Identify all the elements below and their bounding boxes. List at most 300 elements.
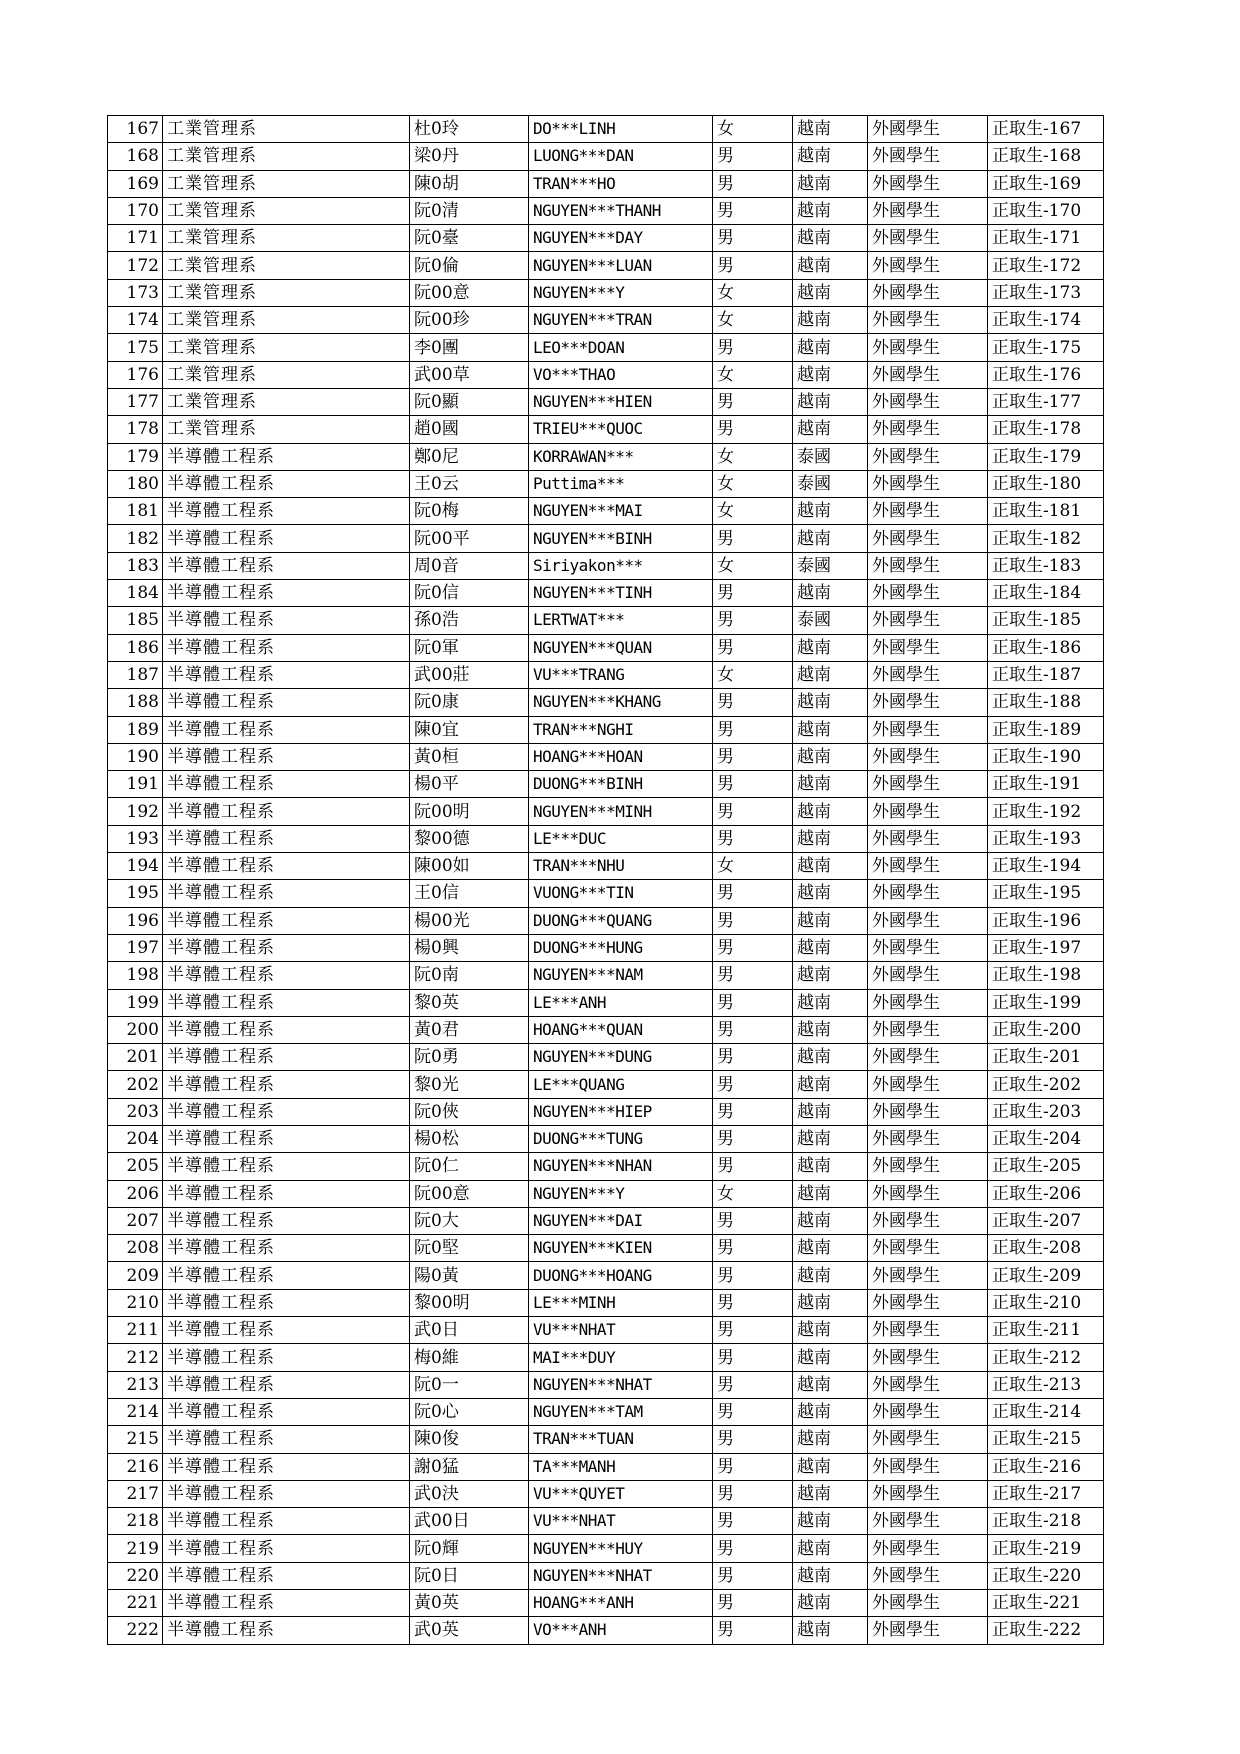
table-row — [108, 989, 1104, 1016]
nationality-cell: 越南 — [793, 1317, 868, 1344]
romanized-name-cell: NGUYEN***DUNG — [529, 1044, 713, 1071]
table-row — [108, 1453, 1104, 1480]
student-type-cell: 外國學生 — [868, 743, 988, 770]
student-type-cell: 外國學生 — [868, 1207, 988, 1234]
student-type-cell: 外國學生 — [868, 1371, 988, 1398]
romanized-name-cell: NGUYEN***NHAT — [529, 1371, 713, 1398]
student-type-cell: 外國學生 — [868, 197, 988, 224]
table-row — [108, 1617, 1104, 1644]
student-type-cell: 外國學生 — [868, 798, 988, 825]
gender-cell: 男 — [713, 1016, 793, 1043]
romanized-name-cell: DUONG***BINH — [529, 771, 713, 798]
romanized-name-cell: LERTWAT*** — [529, 607, 713, 634]
nationality-cell: 越南 — [793, 252, 868, 279]
chinese-name-cell: 阮0軍 — [410, 634, 529, 661]
table-row — [108, 743, 1104, 770]
gender-cell: 男 — [713, 1508, 793, 1535]
table-row — [108, 907, 1104, 934]
row-number-cell: 213 — [108, 1371, 163, 1398]
admission-table-body — [108, 116, 1104, 1645]
admission-status-cell: 正取生-184 — [988, 580, 1104, 607]
table-row — [108, 825, 1104, 852]
nationality-cell: 越南 — [793, 525, 868, 552]
romanized-name-cell: NGUYEN***KHANG — [529, 689, 713, 716]
department-cell: 半導體工程系 — [163, 1235, 410, 1262]
gender-cell: 男 — [713, 1590, 793, 1617]
department-cell: 半導體工程系 — [163, 934, 410, 961]
student-type-cell: 外國學生 — [868, 1289, 988, 1316]
romanized-name-cell: TRIEU***QUOC — [529, 416, 713, 443]
student-type-cell: 外國學生 — [868, 1317, 988, 1344]
nationality-cell: 越南 — [793, 1371, 868, 1398]
chinese-name-cell: 阮0康 — [410, 689, 529, 716]
chinese-name-cell: 王0云 — [410, 470, 529, 497]
nationality-cell: 越南 — [793, 853, 868, 880]
chinese-name-cell: 王0信 — [410, 880, 529, 907]
admission-status-cell: 正取生-194 — [988, 853, 1104, 880]
chinese-name-cell: 阮0勇 — [410, 1044, 529, 1071]
table-row — [108, 470, 1104, 497]
chinese-name-cell: 楊0松 — [410, 1125, 529, 1152]
row-number-cell: 186 — [108, 634, 163, 661]
table-row — [108, 1016, 1104, 1043]
row-number-cell: 215 — [108, 1426, 163, 1453]
gender-cell: 男 — [713, 771, 793, 798]
student-type-cell: 外國學生 — [868, 143, 988, 170]
table-row — [108, 1262, 1104, 1289]
table-row — [108, 934, 1104, 961]
romanized-name-cell: NGUYEN***BINH — [529, 525, 713, 552]
table-row — [108, 1071, 1104, 1098]
nationality-cell: 越南 — [793, 661, 868, 688]
table-row — [108, 1180, 1104, 1207]
department-cell: 工業管理系 — [163, 279, 410, 306]
row-number-cell: 170 — [108, 197, 163, 224]
chinese-name-cell: 楊00光 — [410, 907, 529, 934]
department-cell: 半導體工程系 — [163, 1535, 410, 1562]
student-type-cell: 外國學生 — [868, 771, 988, 798]
table-row — [108, 962, 1104, 989]
admission-status-cell: 正取生-175 — [988, 334, 1104, 361]
chinese-name-cell: 孫0浩 — [410, 607, 529, 634]
admission-status-cell: 正取生-218 — [988, 1508, 1104, 1535]
gender-cell: 男 — [713, 1125, 793, 1152]
row-number-cell: 192 — [108, 798, 163, 825]
student-type-cell: 外國學生 — [868, 825, 988, 852]
department-cell: 半導體工程系 — [163, 716, 410, 743]
student-type-cell: 外國學生 — [868, 416, 988, 443]
student-type-cell: 外國學生 — [868, 1098, 988, 1125]
nationality-cell: 越南 — [793, 116, 868, 143]
table-row — [108, 580, 1104, 607]
admission-status-cell: 正取生-200 — [988, 1016, 1104, 1043]
admission-status-cell: 正取生-209 — [988, 1262, 1104, 1289]
gender-cell: 男 — [713, 907, 793, 934]
gender-cell: 男 — [713, 1535, 793, 1562]
student-type-cell: 外國學生 — [868, 880, 988, 907]
gender-cell: 男 — [713, 825, 793, 852]
chinese-name-cell: 阮0俠 — [410, 1098, 529, 1125]
table-row — [108, 252, 1104, 279]
admission-status-cell: 正取生-176 — [988, 361, 1104, 388]
student-type-cell: 外國學生 — [868, 170, 988, 197]
gender-cell: 男 — [713, 634, 793, 661]
gender-cell: 男 — [713, 689, 793, 716]
admission-status-cell: 正取生-174 — [988, 307, 1104, 334]
student-type-cell: 外國學生 — [868, 470, 988, 497]
department-cell: 半導體工程系 — [163, 1098, 410, 1125]
romanized-name-cell: NGUYEN***NHAN — [529, 1153, 713, 1180]
student-type-cell: 外國學生 — [868, 989, 988, 1016]
table-row — [108, 1207, 1104, 1234]
nationality-cell: 越南 — [793, 197, 868, 224]
student-type-cell: 外國學生 — [868, 689, 988, 716]
row-number-cell: 210 — [108, 1289, 163, 1316]
nationality-cell: 越南 — [793, 1153, 868, 1180]
admission-status-cell: 正取生-220 — [988, 1562, 1104, 1589]
chinese-name-cell: 阮00珍 — [410, 307, 529, 334]
table-row — [108, 771, 1104, 798]
table-row — [108, 1398, 1104, 1425]
nationality-cell: 越南 — [793, 907, 868, 934]
gender-cell: 男 — [713, 1562, 793, 1589]
romanized-name-cell: NGUYEN***HIEN — [529, 388, 713, 415]
admission-status-cell: 正取生-192 — [988, 798, 1104, 825]
student-type-cell: 外國學生 — [868, 1125, 988, 1152]
row-number-cell: 168 — [108, 143, 163, 170]
nationality-cell: 越南 — [793, 388, 868, 415]
nationality-cell: 越南 — [793, 225, 868, 252]
row-number-cell: 206 — [108, 1180, 163, 1207]
chinese-name-cell: 鄭0尼 — [410, 443, 529, 470]
chinese-name-cell: 黎0英 — [410, 989, 529, 1016]
chinese-name-cell: 阮0心 — [410, 1398, 529, 1425]
nationality-cell: 越南 — [793, 716, 868, 743]
gender-cell: 女 — [713, 853, 793, 880]
row-number-cell: 203 — [108, 1098, 163, 1125]
table-row — [108, 334, 1104, 361]
row-number-cell: 169 — [108, 170, 163, 197]
gender-cell: 男 — [713, 962, 793, 989]
row-number-cell: 184 — [108, 580, 163, 607]
row-number-cell: 201 — [108, 1044, 163, 1071]
nationality-cell: 越南 — [793, 989, 868, 1016]
student-type-cell: 外國學生 — [868, 1398, 988, 1425]
admission-status-cell: 正取生-183 — [988, 552, 1104, 579]
admission-status-cell: 正取生-196 — [988, 907, 1104, 934]
table-row — [108, 661, 1104, 688]
department-cell: 半導體工程系 — [163, 634, 410, 661]
table-row — [108, 525, 1104, 552]
nationality-cell: 泰國 — [793, 552, 868, 579]
admission-status-cell: 正取生-188 — [988, 689, 1104, 716]
row-number-cell: 222 — [108, 1617, 163, 1644]
nationality-cell: 越南 — [793, 416, 868, 443]
table-row — [108, 798, 1104, 825]
chinese-name-cell: 陽0黃 — [410, 1262, 529, 1289]
chinese-name-cell: 趙0國 — [410, 416, 529, 443]
nationality-cell: 越南 — [793, 1016, 868, 1043]
nationality-cell: 越南 — [793, 143, 868, 170]
department-cell: 半導體工程系 — [163, 1125, 410, 1152]
student-type-cell: 外國學生 — [868, 962, 988, 989]
romanized-name-cell: NGUYEN***LUAN — [529, 252, 713, 279]
student-type-cell: 外國學生 — [868, 307, 988, 334]
romanized-name-cell: NGUYEN***Y — [529, 279, 713, 306]
gender-cell: 男 — [713, 743, 793, 770]
admission-table — [107, 115, 1104, 1645]
romanized-name-cell: LEO***DOAN — [529, 334, 713, 361]
department-cell: 半導體工程系 — [163, 1044, 410, 1071]
table-row — [108, 1235, 1104, 1262]
romanized-name-cell: MAI***DUY — [529, 1344, 713, 1371]
chinese-name-cell: 武00莊 — [410, 661, 529, 688]
table-row — [108, 307, 1104, 334]
chinese-name-cell: 黃0英 — [410, 1590, 529, 1617]
student-type-cell: 外國學生 — [868, 116, 988, 143]
row-number-cell: 214 — [108, 1398, 163, 1425]
chinese-name-cell: 阮0日 — [410, 1562, 529, 1589]
nationality-cell: 越南 — [793, 1262, 868, 1289]
row-number-cell: 180 — [108, 470, 163, 497]
admission-status-cell: 正取生-170 — [988, 197, 1104, 224]
gender-cell: 男 — [713, 1207, 793, 1234]
admission-status-cell: 正取生-178 — [988, 416, 1104, 443]
admission-status-cell: 正取生-187 — [988, 661, 1104, 688]
admission-status-cell: 正取生-191 — [988, 771, 1104, 798]
department-cell: 半導體工程系 — [163, 470, 410, 497]
romanized-name-cell: VUONG***TIN — [529, 880, 713, 907]
gender-cell: 女 — [713, 361, 793, 388]
admission-status-cell: 正取生-214 — [988, 1398, 1104, 1425]
nationality-cell: 越南 — [793, 1453, 868, 1480]
nationality-cell: 越南 — [793, 1235, 868, 1262]
chinese-name-cell: 陳0俊 — [410, 1426, 529, 1453]
romanized-name-cell: VU***NHAT — [529, 1317, 713, 1344]
row-number-cell: 177 — [108, 388, 163, 415]
table-row — [108, 1125, 1104, 1152]
admission-status-cell: 正取生-169 — [988, 170, 1104, 197]
department-cell: 半導體工程系 — [163, 1016, 410, 1043]
gender-cell: 男 — [713, 934, 793, 961]
table-row — [108, 716, 1104, 743]
romanized-name-cell: NGUYEN***NAM — [529, 962, 713, 989]
student-type-cell: 外國學生 — [868, 552, 988, 579]
chinese-name-cell: 阮0清 — [410, 197, 529, 224]
table-row — [108, 1317, 1104, 1344]
student-type-cell: 外國學生 — [868, 853, 988, 880]
nationality-cell: 泰國 — [793, 470, 868, 497]
admission-status-cell: 正取生-215 — [988, 1426, 1104, 1453]
row-number-cell: 190 — [108, 743, 163, 770]
chinese-name-cell: 黎0光 — [410, 1071, 529, 1098]
chinese-name-cell: 阮0南 — [410, 962, 529, 989]
table-row — [108, 1480, 1104, 1507]
admission-status-cell: 正取生-203 — [988, 1098, 1104, 1125]
admission-status-cell: 正取生-181 — [988, 498, 1104, 525]
row-number-cell: 175 — [108, 334, 163, 361]
gender-cell: 男 — [713, 170, 793, 197]
nationality-cell: 越南 — [793, 334, 868, 361]
romanized-name-cell: Puttima*** — [529, 470, 713, 497]
row-number-cell: 198 — [108, 962, 163, 989]
romanized-name-cell: NGUYEN***MAI — [529, 498, 713, 525]
department-cell: 半導體工程系 — [163, 1207, 410, 1234]
table-row — [108, 1590, 1104, 1617]
department-cell: 半導體工程系 — [163, 1480, 410, 1507]
admission-status-cell: 正取生-213 — [988, 1371, 1104, 1398]
admission-table-container — [107, 115, 1104, 1645]
department-cell: 工業管理系 — [163, 388, 410, 415]
department-cell: 半導體工程系 — [163, 689, 410, 716]
admission-status-cell: 正取生-168 — [988, 143, 1104, 170]
table-row — [108, 279, 1104, 306]
chinese-name-cell: 杜0玲 — [410, 116, 529, 143]
romanized-name-cell: NGUYEN***TAM — [529, 1398, 713, 1425]
department-cell: 半導體工程系 — [163, 1562, 410, 1589]
romanized-name-cell: HOANG***QUAN — [529, 1016, 713, 1043]
chinese-name-cell: 陳00如 — [410, 853, 529, 880]
chinese-name-cell: 謝0猛 — [410, 1453, 529, 1480]
admission-status-cell: 正取生-206 — [988, 1180, 1104, 1207]
chinese-name-cell: 楊0平 — [410, 771, 529, 798]
chinese-name-cell: 李0團 — [410, 334, 529, 361]
gender-cell: 女 — [713, 307, 793, 334]
department-cell: 半導體工程系 — [163, 798, 410, 825]
student-type-cell: 外國學生 — [868, 580, 988, 607]
department-cell: 半導體工程系 — [163, 1426, 410, 1453]
department-cell: 工業管理系 — [163, 170, 410, 197]
gender-cell: 女 — [713, 279, 793, 306]
nationality-cell: 越南 — [793, 1098, 868, 1125]
gender-cell: 男 — [713, 225, 793, 252]
nationality-cell: 越南 — [793, 1071, 868, 1098]
chinese-name-cell: 梁0丹 — [410, 143, 529, 170]
gender-cell: 男 — [713, 525, 793, 552]
row-number-cell: 183 — [108, 552, 163, 579]
department-cell: 工業管理系 — [163, 252, 410, 279]
table-row — [108, 116, 1104, 143]
row-number-cell: 208 — [108, 1235, 163, 1262]
romanized-name-cell: NGUYEN***DAY — [529, 225, 713, 252]
gender-cell: 男 — [713, 1098, 793, 1125]
student-type-cell: 外國學生 — [868, 1453, 988, 1480]
department-cell: 半導體工程系 — [163, 498, 410, 525]
department-cell: 工業管理系 — [163, 225, 410, 252]
nationality-cell: 越南 — [793, 1289, 868, 1316]
romanized-name-cell: LE***ANH — [529, 989, 713, 1016]
chinese-name-cell: 阮0梅 — [410, 498, 529, 525]
chinese-name-cell: 武0日 — [410, 1317, 529, 1344]
romanized-name-cell: TRAN***NGHI — [529, 716, 713, 743]
row-number-cell: 194 — [108, 853, 163, 880]
student-type-cell: 外國學生 — [868, 907, 988, 934]
table-row — [108, 607, 1104, 634]
admission-status-cell: 正取生-179 — [988, 443, 1104, 470]
admission-status-cell: 正取生-199 — [988, 989, 1104, 1016]
row-number-cell: 221 — [108, 1590, 163, 1617]
romanized-name-cell: VU***TRANG — [529, 661, 713, 688]
department-cell: 半導體工程系 — [163, 989, 410, 1016]
department-cell: 工業管理系 — [163, 334, 410, 361]
table-row — [108, 225, 1104, 252]
admission-status-cell: 正取生-189 — [988, 716, 1104, 743]
department-cell: 半導體工程系 — [163, 1453, 410, 1480]
nationality-cell: 越南 — [793, 1535, 868, 1562]
nationality-cell: 越南 — [793, 634, 868, 661]
gender-cell: 女 — [713, 116, 793, 143]
nationality-cell: 越南 — [793, 689, 868, 716]
romanized-name-cell: DUONG***HOANG — [529, 1262, 713, 1289]
romanized-name-cell: LE***QUANG — [529, 1071, 713, 1098]
romanized-name-cell: VO***THAO — [529, 361, 713, 388]
admission-status-cell: 正取生-198 — [988, 962, 1104, 989]
row-number-cell: 204 — [108, 1125, 163, 1152]
department-cell: 半導體工程系 — [163, 607, 410, 634]
admission-status-cell: 正取生-210 — [988, 1289, 1104, 1316]
department-cell: 半導體工程系 — [163, 661, 410, 688]
student-type-cell: 外國學生 — [868, 498, 988, 525]
table-row — [108, 143, 1104, 170]
row-number-cell: 211 — [108, 1317, 163, 1344]
chinese-name-cell: 阮0倫 — [410, 252, 529, 279]
row-number-cell: 174 — [108, 307, 163, 334]
gender-cell: 男 — [713, 880, 793, 907]
department-cell: 工業管理系 — [163, 116, 410, 143]
row-number-cell: 197 — [108, 934, 163, 961]
student-type-cell: 外國學生 — [868, 1180, 988, 1207]
table-row — [108, 1098, 1104, 1125]
table-row — [108, 552, 1104, 579]
chinese-name-cell: 阮00意 — [410, 279, 529, 306]
nationality-cell: 越南 — [793, 1207, 868, 1234]
nationality-cell: 越南 — [793, 170, 868, 197]
nationality-cell: 越南 — [793, 361, 868, 388]
nationality-cell: 泰國 — [793, 607, 868, 634]
gender-cell: 男 — [713, 252, 793, 279]
admission-status-cell: 正取生-182 — [988, 525, 1104, 552]
admission-status-cell: 正取生-173 — [988, 279, 1104, 306]
row-number-cell: 200 — [108, 1016, 163, 1043]
department-cell: 半導體工程系 — [163, 1153, 410, 1180]
student-type-cell: 外國學生 — [868, 1426, 988, 1453]
gender-cell: 男 — [713, 1262, 793, 1289]
chinese-name-cell: 阮0臺 — [410, 225, 529, 252]
table-row — [108, 1562, 1104, 1589]
table-row — [108, 689, 1104, 716]
nationality-cell: 越南 — [793, 279, 868, 306]
student-type-cell: 外國學生 — [868, 607, 988, 634]
department-cell: 工業管理系 — [163, 143, 410, 170]
table-row — [108, 853, 1104, 880]
table-row — [108, 1371, 1104, 1398]
table-row — [108, 498, 1104, 525]
romanized-name-cell: HOANG***ANH — [529, 1590, 713, 1617]
nationality-cell: 越南 — [793, 798, 868, 825]
chinese-name-cell: 阮0大 — [410, 1207, 529, 1234]
romanized-name-cell: LUONG***DAN — [529, 143, 713, 170]
admission-status-cell: 正取生-221 — [988, 1590, 1104, 1617]
nationality-cell: 越南 — [793, 1590, 868, 1617]
romanized-name-cell: NGUYEN***NHAT — [529, 1562, 713, 1589]
admission-status-cell: 正取生-190 — [988, 743, 1104, 770]
romanized-name-cell: Siriyakon*** — [529, 552, 713, 579]
admission-status-cell: 正取生-222 — [988, 1617, 1104, 1644]
nationality-cell: 越南 — [793, 1617, 868, 1644]
student-type-cell: 外國學生 — [868, 1153, 988, 1180]
department-cell: 半導體工程系 — [163, 1071, 410, 1098]
admission-status-cell: 正取生-204 — [988, 1125, 1104, 1152]
